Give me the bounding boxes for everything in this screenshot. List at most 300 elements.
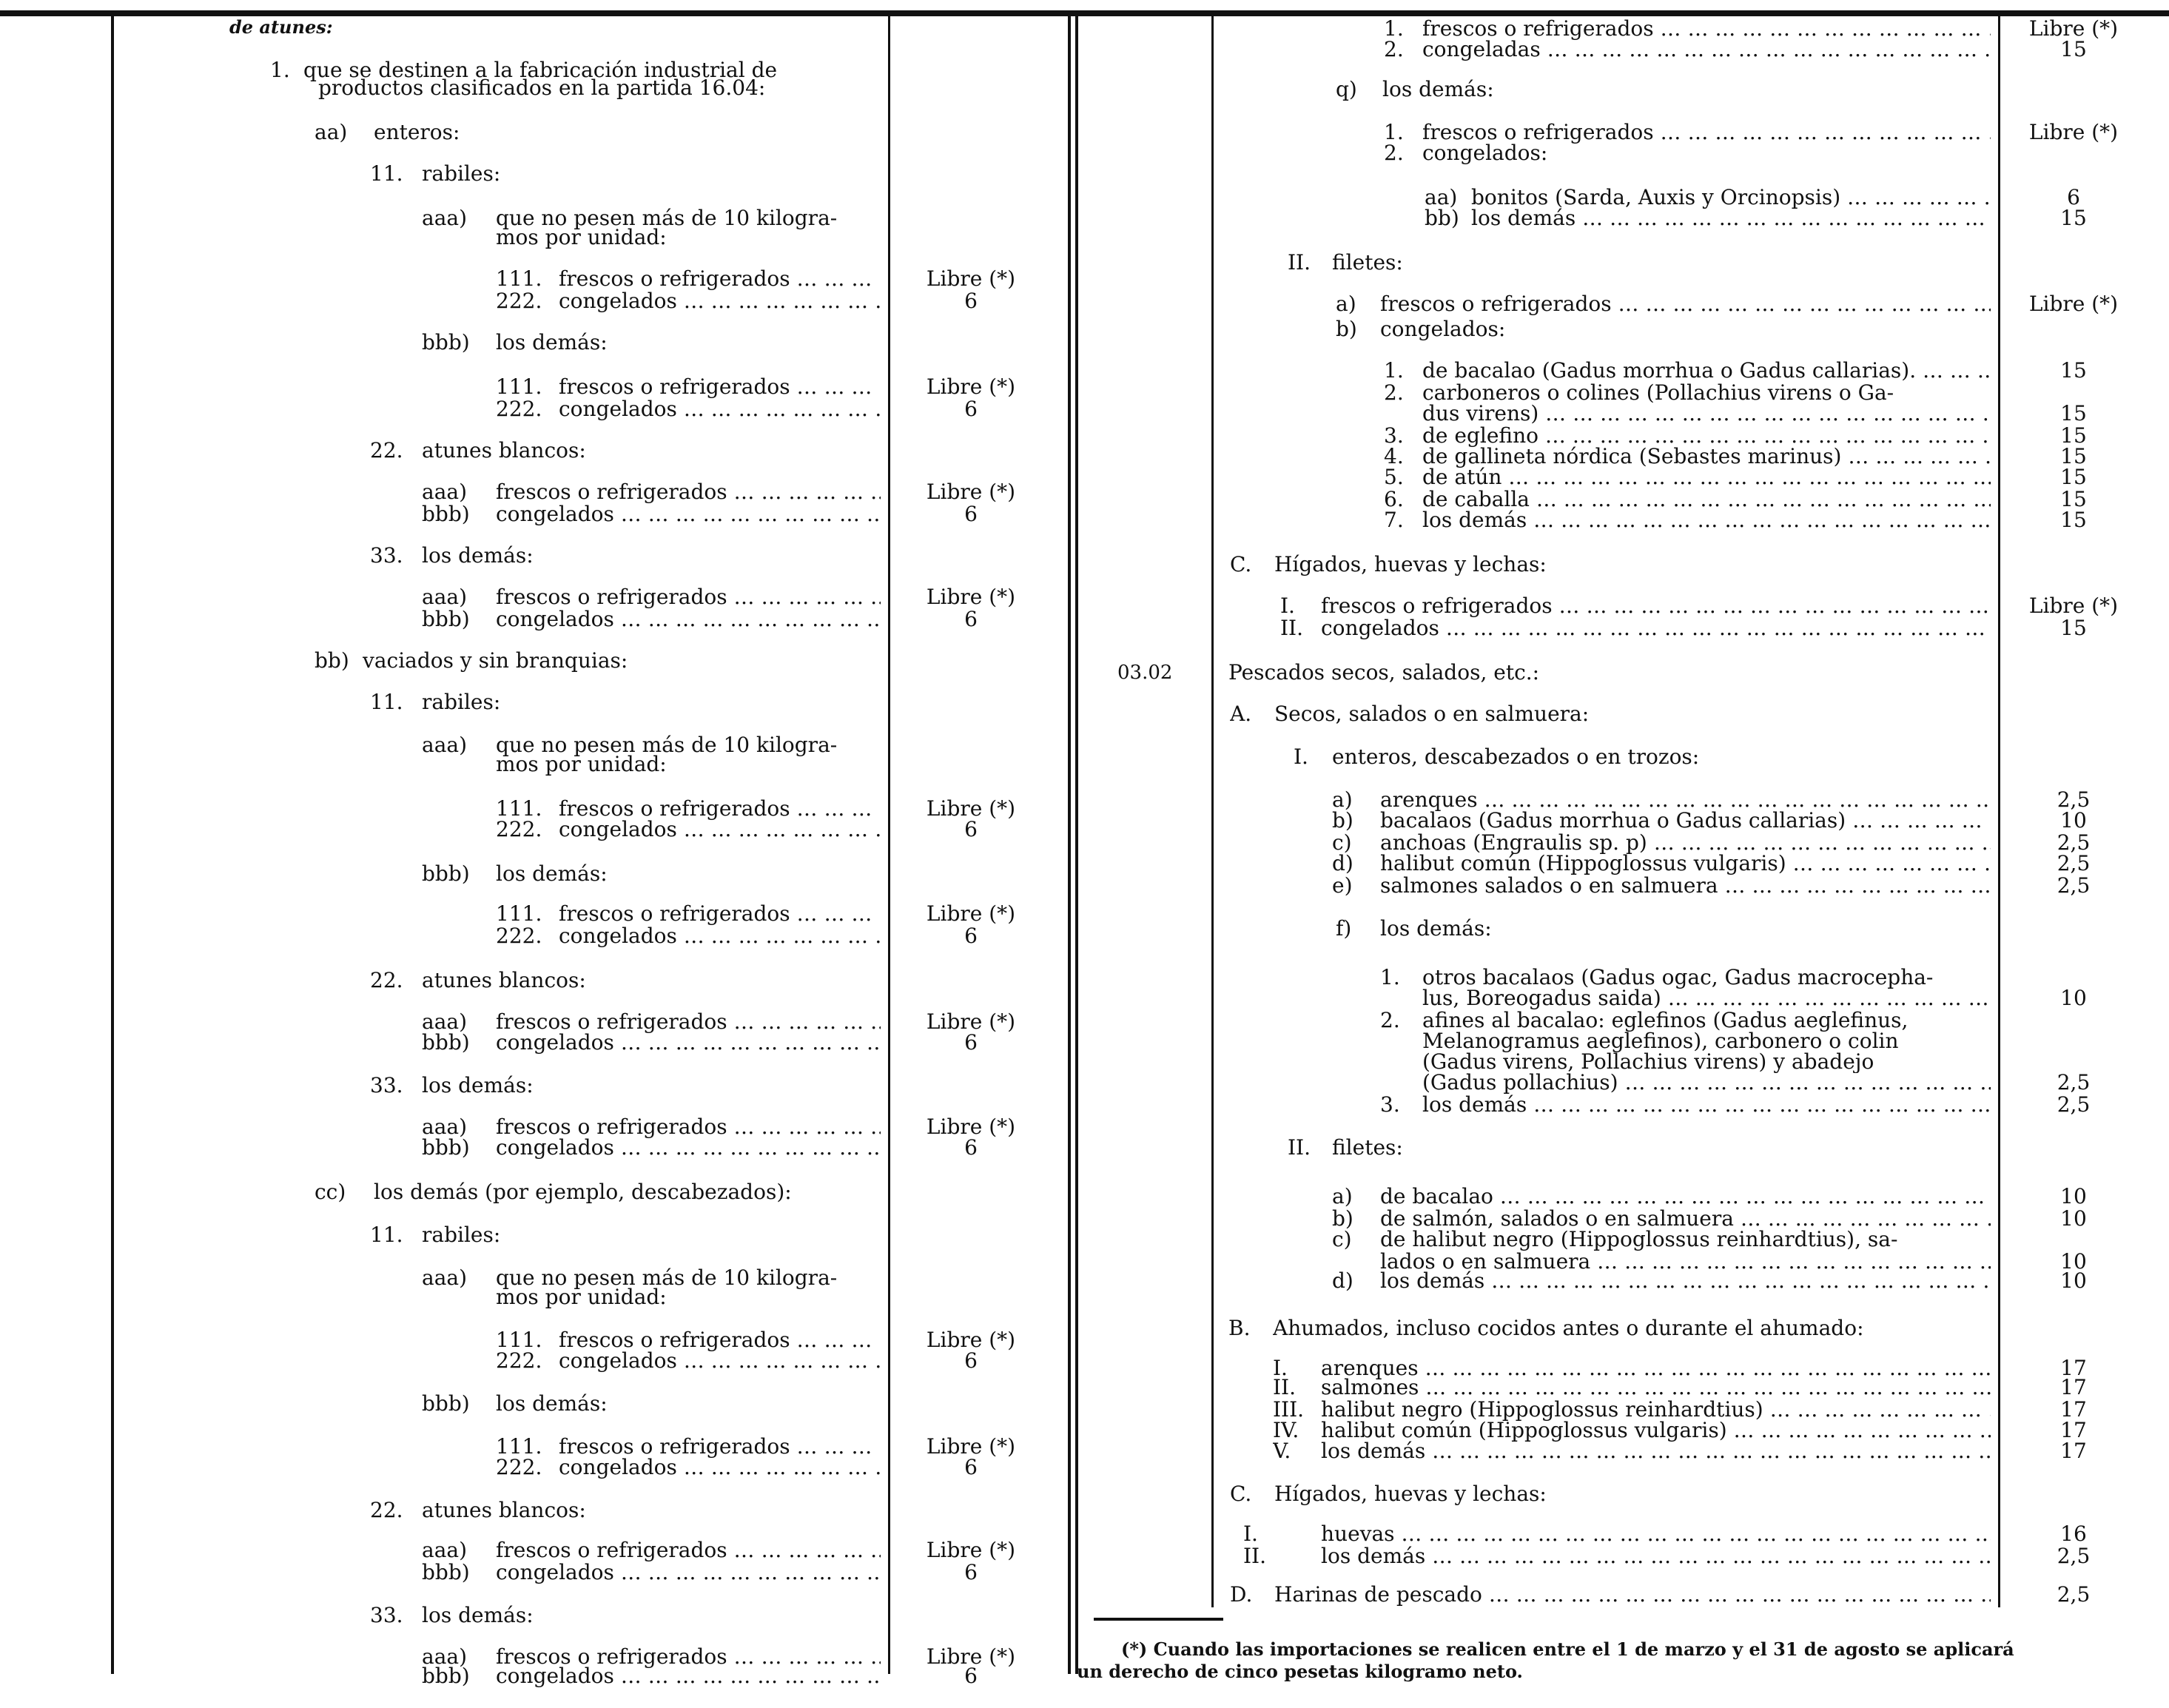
item-text: mos por unidad: xyxy=(496,753,667,776)
item-text: Secos, salados o en salmuera: xyxy=(1274,703,1590,725)
item-label: aaa) xyxy=(422,1011,468,1034)
left-line-frescos-o-refrigerados xyxy=(422,586,881,610)
item-label: I. xyxy=(1273,1357,1288,1380)
item-text: de bacalao … … … … … … … … … … … … … … … … … … … … … … … … … … … … … … … … … … … … … … … … … … … … … … … xyxy=(1380,1186,1991,1208)
duty-rate: 6 xyxy=(964,502,978,526)
item-text: los demás … … … … … … … … … … … … … … … … … … … … … … … … … … … … … … … … … … … … … … … … … … … … … … … xyxy=(1321,1545,1991,1567)
item-text: congelados … … … … … … … … … … … … … … … … … … … … … … … … … … … … … … … … … … … … … … … … … … … … … … … xyxy=(1321,617,1991,639)
item-label: bbb) xyxy=(422,1137,470,1160)
top-rule xyxy=(0,10,2169,16)
item-text: salmones … … … … … … … … … … … … … … … … … … … … … … … … … … … … … … … … … … … … … … … … … … … … … … … xyxy=(1321,1376,1991,1399)
duty-rate: 6 xyxy=(2067,185,2080,209)
left-line-los-demas-por-ejemplo-descabezados xyxy=(315,1181,881,1205)
left-line-vaciados-y-sin-branquias xyxy=(315,650,881,673)
duty-rate: Libre (*) xyxy=(926,796,1016,821)
item-label: aaa) xyxy=(422,1267,468,1290)
duty-rate: 17 xyxy=(2060,1439,2087,1463)
left-line-congelados xyxy=(496,818,881,842)
item-text: frescos o refrigerados … … … … … … … … … … … … … … … … … … … … … … … … … … … … … … … … … … … … … … … … … … … … … … … xyxy=(1422,121,1991,144)
item-text: los demás: xyxy=(422,1075,534,1097)
duty-rate: 15 xyxy=(2060,423,2087,448)
duty-rate: Libre (*) xyxy=(926,1644,1016,1669)
item-label: 11. xyxy=(370,691,403,714)
item-text: que no pesen más de 10 kilogra- xyxy=(496,734,838,756)
item-text: salmones salados o en salmuera … … … … … … … … … … … … … … … … … … … … … … … … … … … … … … … … … … … … … … … … … … … … … … … xyxy=(1380,875,1991,897)
item-label: b) xyxy=(1332,1208,1353,1231)
duty-rate: 17 xyxy=(2060,1418,2087,1442)
item-label: 1. xyxy=(1384,360,1404,383)
item-text: dus virens) … … … … … … … … … … … … … … … … … … … … … … … … … … … … … … … … … … … … … … … … … … … … … … … xyxy=(1422,403,1991,425)
duty-rate: 2,5 xyxy=(2057,1582,2091,1607)
duty-rate: 6 xyxy=(964,1348,978,1373)
item-label: 222. xyxy=(496,925,542,948)
item-label: 33. xyxy=(370,1075,403,1097)
item-text: Harinas de pescado … … … … … … … … … … … … … … … … … … … … … … … … … … … … … … … … … … … … … … … … … … … … … … … xyxy=(1274,1584,1991,1606)
item-label: II. xyxy=(1280,617,1304,640)
item-label: aaa) xyxy=(422,586,468,609)
item-label: bbb) xyxy=(422,608,470,631)
item-text: frescos o refrigerados … … … … … … … … … … … … … … … … … … … … … … … … … … … … … … … … … … … … … … … … … … … … … … … xyxy=(496,586,881,608)
duty-rate: 15 xyxy=(2060,401,2087,426)
item-label: 5. xyxy=(1384,466,1404,489)
duty-rate: Libre (*) xyxy=(2028,16,2119,41)
item-label: C. xyxy=(1230,554,1252,576)
item-label: 6. xyxy=(1384,488,1404,511)
duty-rate: Libre (*) xyxy=(2028,292,2119,316)
item-text: congeladas … … … … … … … … … … … … … … … … … … … … … … … … … … … … … … … … … … … … … … … … … … … … … … … xyxy=(1422,38,1991,61)
right-line-salmones xyxy=(1273,1376,1991,1400)
item-text: frescos o refrigerados … … … … … … … … … … … … … … … … … … … … … … … … … … … … … … … … … … … … … … … … … … … … … … … xyxy=(1380,293,1991,315)
item-text: afines al bacalao: eglefinos (Gadus aeglefinus, xyxy=(1422,1009,1909,1032)
item-label: a) xyxy=(1336,293,1356,316)
duty-rate: 10 xyxy=(2060,808,2087,833)
item-text: arenques … … … … … … … … … … … … … … … … … … … … … … … … … … … … … … … … … … … … … … … … … … … … … … … xyxy=(1321,1357,1991,1379)
item-label: II. xyxy=(1288,252,1311,275)
right-line-secos-salados-o-en-salmuera xyxy=(1230,703,1991,727)
item-text: halibut común (Hippoglossus vulgaris) … … … … … … … … … … … … … … … … … … … … … … … … … … … … … … … … … … … … … … … … … … … … … … … xyxy=(1380,853,1991,875)
left-line-frescos-o-refrigerados xyxy=(422,481,881,505)
right-line-filetes xyxy=(1288,252,1991,275)
footnote-rule xyxy=(1094,1618,1223,1621)
item-label: cc) xyxy=(315,1181,346,1204)
item-label: f) xyxy=(1336,918,1352,941)
right-line-congelados xyxy=(1280,617,1991,641)
item-label: bbb) xyxy=(422,332,470,354)
right-line-salmones-salados-o-en-salmuera xyxy=(1332,875,1991,898)
item-label: a) xyxy=(1332,1186,1353,1208)
item-label: 22. xyxy=(370,969,403,992)
item-text: congelados … … … … … … … … … … … … … … … … … … … … … … … … … … … … … … … … … … … … … … … … … … … … … … … xyxy=(496,608,881,631)
duty-rate: Libre (*) xyxy=(926,1434,1016,1459)
item-label: 22. xyxy=(370,1499,403,1522)
item-label: e) xyxy=(1332,875,1353,898)
duty-rate: 10 xyxy=(2060,986,2087,1010)
item-text: los demás … … … … … … … … … … … … … … … … … … … … … … … … … … … … … … … … … … … … … … … … … … … … … … … xyxy=(1422,1094,1991,1116)
left-line-congelados xyxy=(422,608,881,632)
item-label: 2. xyxy=(1384,382,1404,405)
duty-rate: 15 xyxy=(2060,508,2087,532)
right-line-huevas xyxy=(1243,1523,1991,1547)
item-label: 4. xyxy=(1384,446,1404,468)
right-line-enteros-descabezados-o-en-trozos xyxy=(1294,746,1991,770)
item-label: bbb) xyxy=(422,1393,470,1416)
right-line-lus-boreogadus-saida xyxy=(1380,987,1991,1011)
duty-rate: 17 xyxy=(2060,1397,2087,1422)
item-text: huevas … … … … … … … … … … … … … … … … … … … … … … … … … … … … … … … … … … … … … … … … … … … … … … … xyxy=(1321,1523,1991,1545)
item-text: congelados … … … … … … … … … … … … … … … … … … … … … … … … … … … … … … … … … … … … … … … … … … … … … … … xyxy=(496,503,881,525)
item-label: 3. xyxy=(1380,1094,1400,1117)
left-line-atunes-blancos xyxy=(370,969,881,993)
left-line-atunes-blancos xyxy=(370,440,881,463)
footnote-line-1: (*) Cuando las importaciones se realicen entre el 1 de marzo y el 31 de agosto se aplicará xyxy=(1121,1638,2014,1660)
item-label: c) xyxy=(1332,832,1352,855)
item-text: congelados … … … … … … … … … … … … … … … … … … … … … … … … … … … … … … … … … … … … … … … … … … … … … … … xyxy=(559,818,881,841)
item-label: 22. xyxy=(370,440,403,463)
duty-rate: 15 xyxy=(2060,37,2087,61)
duty-rate: 6 xyxy=(964,1560,978,1584)
duty-rate: Libre (*) xyxy=(926,374,1016,399)
right-line-los-demas xyxy=(1380,1094,1991,1117)
right-line-bacalaos-gadus-morrhua-o-gadus-callarias xyxy=(1332,810,1991,833)
item-label: b) xyxy=(1336,318,1357,341)
item-text: frescos o refrigerados … … … … … … … … … … … … … … … … … … … … … … … … … … … … … … … … … … … … … … … … … … … … … … … xyxy=(1422,18,1991,40)
left-line-los-demas xyxy=(370,545,881,568)
item-label: d) xyxy=(1332,853,1353,875)
duty-rate: 2,5 xyxy=(2057,787,2091,812)
item-text: rabiles: xyxy=(422,1224,501,1246)
duty-rate: 10 xyxy=(2060,1206,2087,1231)
item-text: congelados … … … … … … … … … … … … … … … … … … … … … … … … … … … … … … … … … … … … … … … … … … … … … … … xyxy=(559,398,881,420)
item-text: congelados … … … … … … … … … … … … … … … … … … … … … … … … … … … … … … … … … … … … … … … … … … … … … … … xyxy=(559,1350,881,1372)
item-label: 2. xyxy=(1384,38,1404,61)
item-label: 33. xyxy=(370,545,403,568)
right-line-harinas-de-pescado xyxy=(1230,1584,1991,1607)
left-line-frescos-o-refrigerados xyxy=(496,376,881,400)
item-label: I. xyxy=(1243,1523,1258,1546)
left-line-los-demas xyxy=(422,863,881,887)
item-text: los demás … … … … … … … … … … … … … … … … … … … … … … … … … … … … … … … … … … … … … … … … … … … … … … … xyxy=(1471,207,1991,229)
right-code-rule xyxy=(1211,16,1214,1607)
item-text: de salmón, salados o en salmuera … … … … … … … … … … … … … … … … … … … … … … … … … … … … … … … … … … … … … … … … … … … … … … … xyxy=(1380,1208,1991,1230)
duty-rate: Libre (*) xyxy=(926,480,1016,504)
item-label: bbb) xyxy=(422,1665,470,1688)
tariff-heading-code: 03.02 xyxy=(1117,662,1173,684)
item-text: que no pesen más de 10 kilogra- xyxy=(496,207,838,229)
item-text: los demás: xyxy=(496,1393,608,1415)
item-text: filetes: xyxy=(1332,252,1403,274)
item-text: enteros: xyxy=(374,121,460,144)
duty-rate: Libre (*) xyxy=(926,1114,1016,1139)
right-line-los-demas xyxy=(1425,207,1991,231)
duty-rate: Libre (*) xyxy=(2028,594,2119,618)
item-label: 2. xyxy=(1384,142,1404,165)
duty-rate: 6 xyxy=(964,397,978,421)
item-text: carboneros o colines (Pollachius virens o Ga- xyxy=(1422,382,1894,404)
item-text: lus, Boreogadus saida) … … … … … … … … … … … … … … … … … … … … … … … … … … … … … … … … … … … … … … … … … … … … … … … xyxy=(1422,987,1991,1009)
item-label: 33. xyxy=(370,1604,403,1627)
duty-rate: 15 xyxy=(2060,616,2087,640)
left-line-mos-por-unidad xyxy=(496,1286,881,1310)
left-line-los-demas xyxy=(370,1604,881,1628)
item-label: III. xyxy=(1273,1399,1305,1422)
item-label: bb) xyxy=(315,650,349,673)
item-label: q) xyxy=(1336,78,1357,101)
item-text: frescos o refrigerados … … … … … … … … … … … … … … … … … … … … … … … … … … … … … … … … … … … … … … … … … … … … … … … xyxy=(496,1539,881,1561)
item-text: halibut negro (Hippoglossus reinhardtius) … … … … … … … … … … … … … … … … … … … … … … … … … … … … … … … … … … … … … … … … … … … … … … … xyxy=(1321,1399,1991,1421)
gutter-rule-2 xyxy=(1075,16,1078,1674)
item-text: productos clasificados en la partida 16.04: xyxy=(318,77,766,99)
item-text: Ahumados, incluso cocidos antes o durante el ahumado: xyxy=(1273,1317,1864,1339)
item-label: 7. xyxy=(1384,509,1404,532)
item-text: los demás: xyxy=(1382,78,1494,101)
duty-rate: 10 xyxy=(2060,1249,2087,1274)
duty-rate: Libre (*) xyxy=(926,1328,1016,1352)
left-line-congelados xyxy=(422,1137,881,1160)
duty-rate: 6 xyxy=(964,924,978,948)
item-text: (Gadus virens, Pollachius virens) y abadejo xyxy=(1422,1051,1874,1073)
item-label: bb) xyxy=(1425,207,1459,230)
left-line-atunes-blancos xyxy=(370,1499,881,1523)
left-line-enteros xyxy=(315,121,881,145)
item-label: bbb) xyxy=(422,1561,470,1584)
item-text: congelados … … … … … … … … … … … … … … … … … … … … … … … … … … … … … … … … … … … … … … … … … … … … … … … xyxy=(559,290,881,312)
duty-rate: 2,5 xyxy=(2057,873,2091,898)
item-text: vaciados y sin branquias: xyxy=(363,650,628,672)
duty-rate: 16 xyxy=(2060,1522,2087,1546)
item-label: 111. xyxy=(496,376,542,399)
left-line-mos-por-unidad xyxy=(496,226,881,250)
left-line-congelados xyxy=(496,925,881,949)
left-column-rule xyxy=(111,16,114,1674)
duty-rate: 6 xyxy=(964,289,978,313)
item-label: c) xyxy=(1332,1228,1352,1251)
item-text: congelados: xyxy=(1380,318,1506,340)
item-text: los demás: xyxy=(422,1604,534,1627)
item-text: frescos o refrigerados … … … … … … … … … … … … … … … … … … … … … … … … … … … … … … … … … … … … … … … … … … … … … … … xyxy=(496,1011,881,1033)
item-label: 111. xyxy=(496,268,542,291)
item-label: II. xyxy=(1288,1137,1311,1160)
duty-rate: 2,5 xyxy=(2057,1070,2091,1095)
item-text: rabiles: xyxy=(422,163,501,185)
item-text: (Gadus pollachius) … … … … … … … … … … … … … … … … … … … … … … … … … … … … … … … … … … … … … … … … … … … … … … … xyxy=(1422,1072,1991,1094)
left-line-productos-clasificados-en-la-partida-16- xyxy=(318,77,881,101)
item-label: V. xyxy=(1273,1440,1291,1463)
item-label: 222. xyxy=(496,1456,542,1479)
item-text: de eglefino … … … … … … … … … … … … … … … … … … … … … … … … … … … … … … … … … … … … … … … … … … … … … … … xyxy=(1422,425,1991,447)
item-label: aaa) xyxy=(422,1539,468,1562)
right-line-frescos-o-refrigerados xyxy=(1280,595,1991,619)
duty-rate: 2,5 xyxy=(2057,851,2091,875)
item-text: frescos o refrigerados … … … … … … … … … … … … … … … … … … … … … … … … … … … … … … … … … … … … … … … … … … … … … … … xyxy=(559,798,881,820)
item-text: congelados: xyxy=(1422,142,1548,164)
left-line-congelados xyxy=(422,1561,881,1585)
item-text: los demás … … … … … … … … … … … … … … … … … … … … … … … … … … … … … … … … … … … … … … … … … … … … … … … xyxy=(1380,1270,1991,1292)
item-label: 1. xyxy=(270,59,290,82)
item-text: que se destinen a la fabricación industrial de xyxy=(303,59,778,81)
item-label: aaa) xyxy=(422,207,468,230)
left-line-congelados xyxy=(422,503,881,527)
item-label: aaa) xyxy=(422,1116,468,1139)
item-text: bonitos (Sarda, Auxis y Orcinopsis) … … … … … … … … … … … … … … … … … … … … … … … … … … … … … … … … … … … … … … … … … … … … … … … xyxy=(1471,186,1991,209)
item-text: congelados … … … … … … … … … … … … … … … … … … … … … … … … … … … … … … … … … … … … … … … … … … … … … … … xyxy=(559,925,881,947)
item-text: de bacalao (Gadus morrhua o Gadus callarias). … … … … … … … … … … … … … … … … … … … … … … … … … … … … … … … … … … … … … … … … … … … … … … … xyxy=(1422,360,1991,382)
duty-rate: 6 xyxy=(964,607,978,631)
item-label: 1. xyxy=(1384,18,1404,41)
item-text: frescos o refrigerados … … … … … … … … … … … … … … … … … … … … … … … … … … … … … … … … … … … … … … … … … … … … … … … xyxy=(559,376,881,398)
left-line-rabiles xyxy=(370,163,881,186)
duty-rate: 6 xyxy=(964,817,978,841)
item-text: congelados … … … … … … … … … … … … … … … … … … … … … … … … … … … … … … … … … … … … … … … … … … … … … … … xyxy=(496,1665,881,1687)
item-label: aaa) xyxy=(422,1646,468,1669)
item-text: los demás … … … … … … … … … … … … … … … … … … … … … … … … … … … … … … … … … … … … … … … … … … … … … … … xyxy=(1422,509,1991,531)
item-label: a) xyxy=(1332,789,1353,812)
duty-rate: 15 xyxy=(2060,358,2087,383)
item-text: congelados … … … … … … … … … … … … … … … … … … … … … … … … … … … … … … … … … … … … … … … … … … … … … … … xyxy=(496,1032,881,1054)
item-text: frescos o refrigerados … … … … … … … … … … … … … … … … … … … … … … … … … … … … … … … … … … … … … … … … … … … … … … … xyxy=(559,268,881,290)
left-line-rabiles xyxy=(370,691,881,715)
duty-rate: 15 xyxy=(2060,487,2087,511)
duty-rate: 6 xyxy=(964,1135,978,1160)
item-label: aa) xyxy=(1425,186,1458,209)
item-text: Pescados secos, salados, etc.: xyxy=(1228,662,1540,684)
item-label: 111. xyxy=(496,903,542,926)
item-text: que no pesen más de 10 kilogra- xyxy=(496,1267,838,1289)
right-line-congelados xyxy=(1384,142,1991,166)
duty-rate: 17 xyxy=(2060,1356,2087,1380)
item-label: I. xyxy=(1294,746,1308,769)
item-text: frescos o refrigerados … … … … … … … … … … … … … … … … … … … … … … … … … … … … … … … … … … … … … … … … … … … … … … … xyxy=(559,1329,881,1351)
right-line-los-demas xyxy=(1384,509,1991,533)
item-label: 1. xyxy=(1380,966,1400,989)
item-label: d) xyxy=(1332,1270,1353,1293)
right-line-ahumados-incluso-cocidos-antes-o-durante xyxy=(1228,1317,1991,1341)
duty-rate: 15 xyxy=(2060,444,2087,468)
left-line-congelados xyxy=(496,1456,881,1480)
item-label: b) xyxy=(1332,810,1353,833)
item-text: de gallineta nórdica (Sebastes marinus) … … … … … … … … … … … … … … … … … … … … … … … … … … … … … … … … … … … … … … … … … … … … … … … xyxy=(1422,446,1991,468)
duty-rate: 2,5 xyxy=(2057,830,2091,855)
left-line-congelados xyxy=(422,1665,881,1689)
left-line-congelados xyxy=(496,1350,881,1374)
right-line-congeladas xyxy=(1384,38,1991,62)
right-line-los-demas xyxy=(1336,78,1991,102)
duty-rate: 17 xyxy=(2060,1375,2087,1399)
item-text: los demás: xyxy=(422,545,534,567)
item-text: los demás: xyxy=(1380,918,1492,940)
item-text: atunes blancos: xyxy=(422,969,586,992)
right-line-de-halibut-negro-hippoglossus-reinhardti xyxy=(1332,1228,1991,1252)
duty-rate: Libre (*) xyxy=(926,266,1016,291)
item-text: rabiles: xyxy=(422,691,501,713)
item-label: 111. xyxy=(496,1436,542,1459)
left-rate-separator xyxy=(888,16,890,1674)
duty-rate: 15 xyxy=(2060,465,2087,489)
right-line-higados-huevas-y-lechas xyxy=(1230,554,1991,577)
item-text: los demás: xyxy=(496,332,608,354)
item-label: bbb) xyxy=(422,503,470,526)
item-text: frescos o refrigerados … … … … … … … … … … … … … … … … … … … … … … … … … … … … … … … … … … … … … … … … … … … … … … … xyxy=(559,1436,881,1458)
left-line-congelados xyxy=(496,290,881,314)
item-label: bbb) xyxy=(422,1032,470,1055)
item-text: los demás: xyxy=(496,863,608,885)
left-line-frescos-o-refrigerados xyxy=(496,903,881,927)
duty-rate: 15 xyxy=(2060,206,2087,230)
right-line-los-demas xyxy=(1336,918,1991,941)
item-text: atunes blancos: xyxy=(422,440,586,462)
item-label: aaa) xyxy=(422,481,468,504)
running-head: de atunes: xyxy=(229,16,333,38)
item-text: de halibut negro (Hippoglossus reinhardtius), sa- xyxy=(1380,1228,1898,1251)
item-label: A. xyxy=(1230,703,1252,726)
item-label: 222. xyxy=(496,818,542,841)
right-rate-separator xyxy=(1998,16,2000,1607)
right-line-dus-virens xyxy=(1384,403,1991,426)
right-line-higados-huevas-y-lechas xyxy=(1230,1483,1991,1507)
item-text: de caballa … … … … … … … … … … … … … … … … … … … … … … … … … … … … … … … … … … … … … … … … … … … … … … … xyxy=(1422,488,1991,511)
item-text: enteros, descabezados o en trozos: xyxy=(1332,746,1700,768)
duty-rate: Libre (*) xyxy=(926,901,1016,926)
item-text: frescos o refrigerados … … … … … … … … … … … … … … … … … … … … … … … … … … … … … … … … … … … … … … … … … … … … … … … xyxy=(559,903,881,925)
item-label: B. xyxy=(1228,1317,1251,1340)
right-line-frescos-o-refrigerados xyxy=(1336,293,1991,317)
item-label: aa) xyxy=(315,121,348,144)
item-text: Hígados, huevas y lechas: xyxy=(1274,1483,1547,1505)
duty-rate: Libre (*) xyxy=(926,585,1016,609)
right-line-los-demas xyxy=(1332,1270,1991,1294)
item-text: congelados … … … … … … … … … … … … … … … … … … … … … … … … … … … … … … … … … … … … … … … … … … … … … … … xyxy=(559,1456,881,1479)
item-text: otros bacalaos (Gadus ogac, Gadus macrocepha- xyxy=(1422,966,1934,989)
duty-rate: Libre (*) xyxy=(926,1009,1016,1034)
right-line-los-demas xyxy=(1273,1440,1991,1464)
item-text: lados o en salmuera … … … … … … … … … … … … … … … … … … … … … … … … … … … … … … … … … … … … … … … … … … … … … … … xyxy=(1380,1251,1991,1273)
left-line-congelados xyxy=(496,398,881,422)
right-line-los-demas xyxy=(1243,1545,1991,1569)
item-label: 111. xyxy=(496,1329,542,1352)
item-label: II. xyxy=(1243,1545,1267,1568)
duty-rate: 2,5 xyxy=(2057,1544,2091,1568)
item-label: IV. xyxy=(1273,1419,1299,1442)
duty-rate: 6 xyxy=(964,1455,978,1479)
item-label: 222. xyxy=(496,398,542,421)
item-text: de atún … … … … … … … … … … … … … … … … … … … … … … … … … … … … … … … … … … … … … … … … … … … … … … … xyxy=(1422,466,1991,488)
left-line-los-demas xyxy=(422,332,881,355)
item-label: 3. xyxy=(1384,425,1404,448)
item-text: los demás … … … … … … … … … … … … … … … … … … … … … … … … … … … … … … … … … … … … … … … … … … … … … … … xyxy=(1321,1440,1991,1462)
item-label: bbb) xyxy=(422,863,470,886)
right-line-gadus-pollachius xyxy=(1380,1072,1991,1095)
item-text: frescos o refrigerados … … … … … … … … … … … … … … … … … … … … … … … … … … … … … … … … … … … … … … … … … … … … … … … xyxy=(496,1646,881,1668)
item-text: atunes blancos: xyxy=(422,1499,586,1522)
item-label: 11. xyxy=(370,1224,403,1247)
duty-rate: Libre (*) xyxy=(2028,120,2119,144)
item-text: mos por unidad: xyxy=(496,1286,667,1308)
item-label: 222. xyxy=(496,1350,542,1373)
item-label: D. xyxy=(1230,1584,1253,1607)
item-text: frescos o refrigerados … … … … … … … … … … … … … … … … … … … … … … … … … … … … … … … … … … … … … … … … … … … … … … … xyxy=(496,1116,881,1138)
item-label: aaa) xyxy=(422,734,468,757)
item-text: Melanogramus aeglefinos), carbonero o colin xyxy=(1422,1030,1899,1052)
gutter-rule-1 xyxy=(1068,16,1071,1674)
duty-rate: Libre (*) xyxy=(926,1538,1016,1562)
left-line-mos-por-unidad xyxy=(496,753,881,777)
left-line-los-demas xyxy=(422,1393,881,1416)
left-line-frescos-o-refrigerados xyxy=(496,268,881,292)
item-text: frescos o refrigerados … … … … … … … … … … … … … … … … … … … … … … … … … … … … … … … … … … … … … … … … … … … … … … … xyxy=(1321,595,1991,617)
footnote-line-2: un derecho de cinco pesetas kilogramo neto. xyxy=(1077,1661,1523,1682)
item-text: congelados … … … … … … … … … … … … … … … … … … … … … … … … … … … … … … … … … … … … … … … … … … … … … … … xyxy=(496,1561,881,1584)
left-line-congelados xyxy=(422,1032,881,1055)
right-line-de-atun xyxy=(1384,466,1991,490)
